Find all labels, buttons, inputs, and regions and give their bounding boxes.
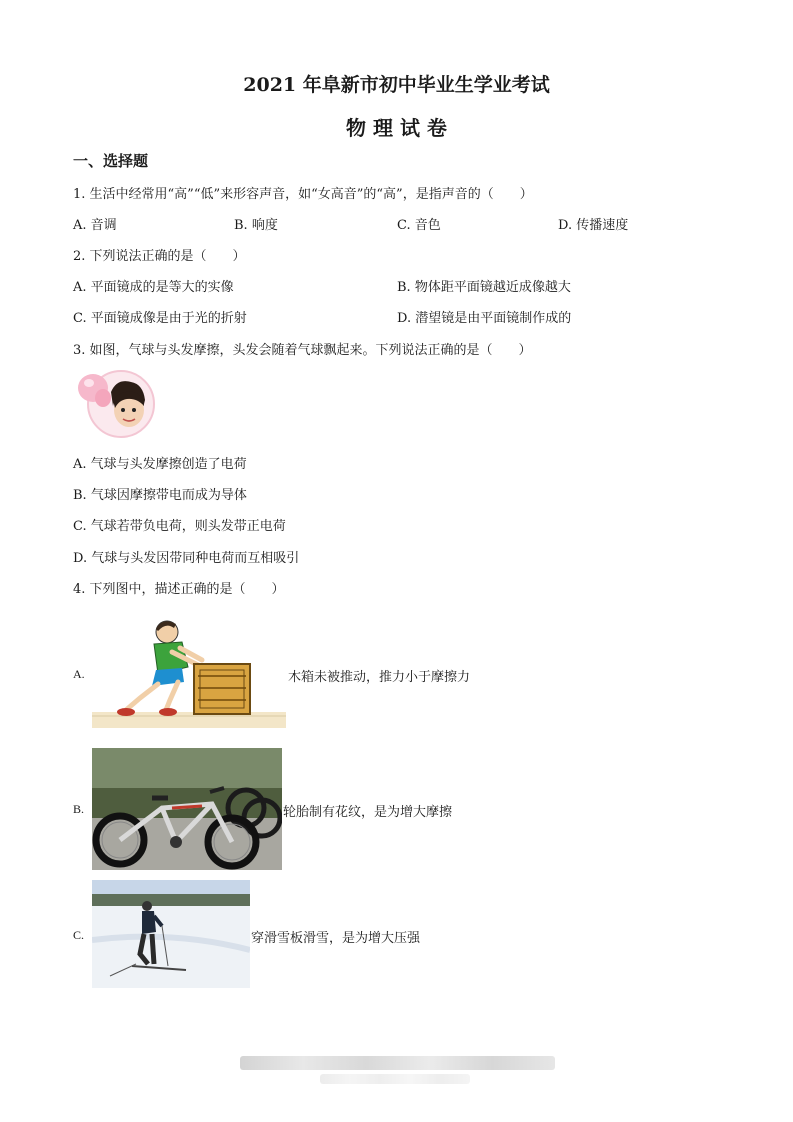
question-3-option-b: B. 气球因摩擦带电而成为导体 [73, 488, 247, 503]
section-heading: 一、选择题 [73, 152, 149, 170]
question-4-option-c-text: 穿滑雪板滑雪，是为增大压强 [251, 931, 421, 946]
balloon-hair-image [73, 368, 163, 438]
question-4-option-a-letter: A. [73, 667, 85, 681]
question-1-stem: 1. 生活中经常用“高”“低”来形容声音，如“女高音”的“高”，是指声音的（ ） [73, 187, 533, 202]
question-3-option-c: C. 气球若带负电荷，则头发带正电荷 [73, 519, 286, 534]
skier-image [92, 880, 250, 988]
question-1-option-c: C. 音色 [397, 218, 441, 233]
question-1-option-d: D. 传播速度 [558, 218, 629, 233]
question-3-option-a: A. 气球与头发摩擦创造了电荷 [73, 457, 247, 472]
question-1-option-a: A. 音调 [73, 218, 117, 233]
question-3-option-d: D. 气球与头发因带同种电荷而互相吸引 [73, 551, 300, 566]
page-title: 2021 年阜新市初中毕业生学业考试 [243, 74, 550, 96]
question-2-stem: 2. 下列说法正确的是（ ） [73, 249, 246, 264]
watermark-bar-secondary [320, 1074, 470, 1084]
question-1-option-b: B. 响度 [234, 218, 278, 233]
question-4-option-a-text: 木箱未被推动，推力小于摩擦力 [288, 670, 471, 685]
watermark-bar [240, 1056, 555, 1070]
question-4-stem: 4. 下列图中，描述正确的是（ ） [73, 582, 285, 597]
question-4-option-b-text: 轮胎制有花纹，是为增大摩擦 [283, 805, 453, 820]
question-2-option-b: B. 物体距平面镜越近成像越大 [397, 280, 571, 295]
question-3-stem: 3. 如图，气球与头发摩擦，头发会随着气球飘起来。下列说法正确的是（ ） [73, 343, 532, 358]
pushing-crate-image [92, 612, 286, 728]
question-2-option-a: A. 平面镜成的是等大的实像 [73, 280, 234, 295]
question-4-option-c-letter: C. [73, 928, 85, 942]
question-4-option-b-letter: B. [73, 802, 85, 816]
bicycles-image [92, 748, 282, 870]
page-subtitle: 物 理 试 卷 [346, 116, 447, 140]
question-2-option-d: D. 潜望镜是由平面镜制作成的 [397, 311, 572, 326]
question-2-option-c: C. 平面镜成像是由于光的折射 [73, 311, 247, 326]
